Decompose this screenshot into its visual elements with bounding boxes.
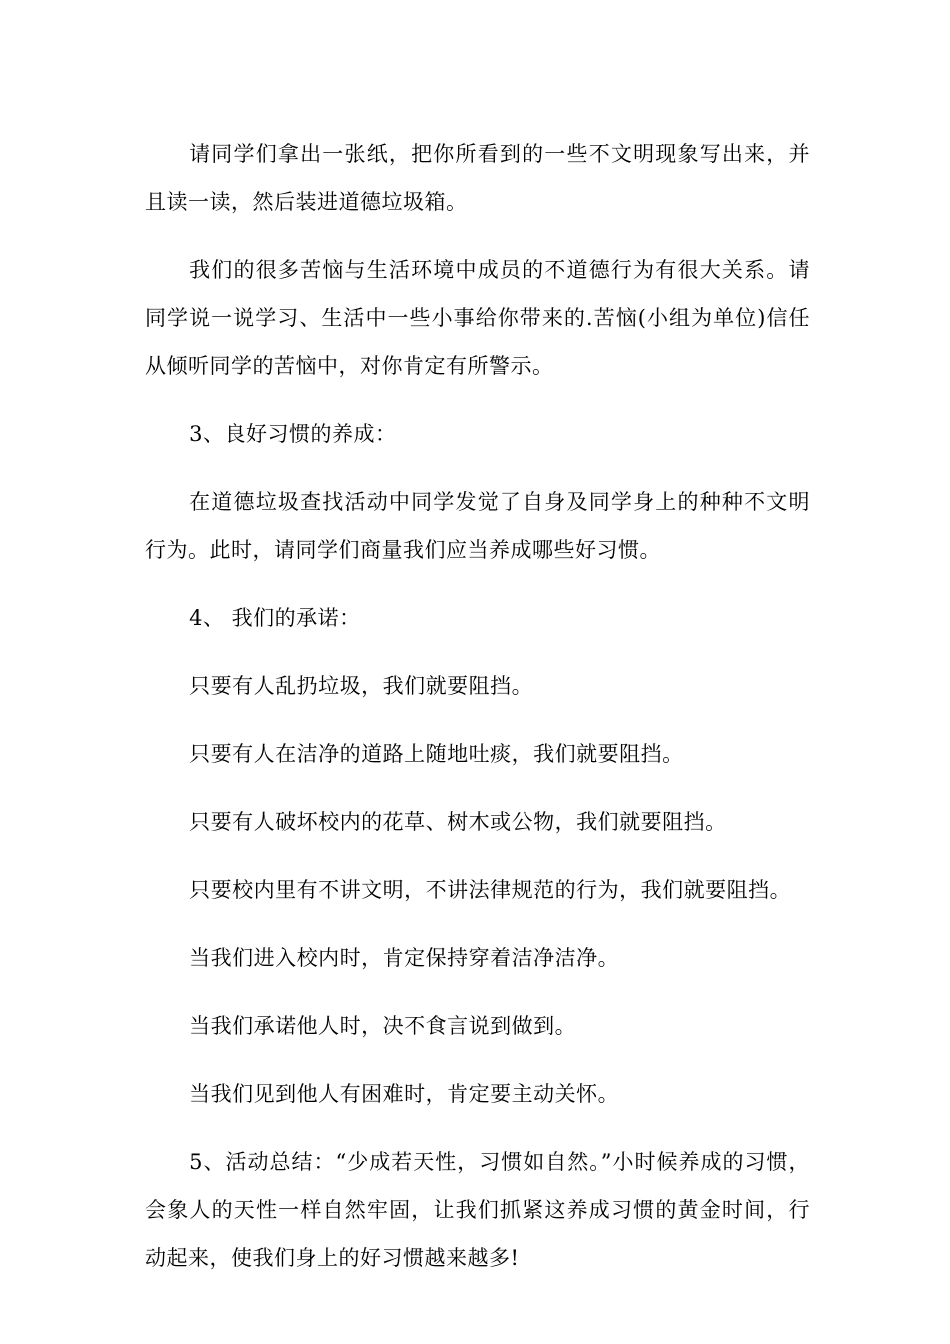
promise-line-keep-word: 当我们承诺他人时，决不食言说到做到。 [189, 1014, 577, 1038]
document-body [145, 130, 810, 1302]
promise-line-clean-clothes: 当我们进入校内时，肯定保持穿着洁净洁净。 [189, 946, 620, 970]
paragraph-troubles-discussion: 我们的很多苦恼与生活环境中成员的不道德行为有很大关系。请同学说一说学习、生活中一些小事给你带来的.苦恼(小组为单位)信任从倾听同学的苦恼中，对你肯定有所警示。 [145, 258, 810, 378]
paragraph-moral-trash-box: 请同学们拿出一张纸，把你所看到的一些不文明现象写出来，并且读一读，然后装进道德垃圾箱。 [145, 142, 810, 214]
paragraph-good-habits: 在道德垃圾查找活动中同学发觉了自身及同学身上的种种不文明行为。此时，请同学们商量我们应当养成哪些好习惯。 [145, 490, 810, 562]
promise-line-litter: 只要有人乱扔垃圾，我们就要阻挡。 [189, 674, 534, 698]
paragraph-activity-summary: 5、活动总结：“少成若天性，习惯如自然。”小时候养成的习惯，会象人的天性一样自然牢固，让我们抓紧这养成习惯的黄金时间，行动起来，使我们身上的好习惯越来越多! [145, 1150, 810, 1270]
section-heading-our-promise: 4、 我们的承诺： [189, 606, 361, 630]
section-heading-good-habits: 3、良好习惯的养成： [189, 422, 397, 446]
promise-line-spitting: 只要有人在洁净的道路上随地吐痰，我们就要阻挡。 [189, 742, 684, 766]
promise-line-damage: 只要有人破坏校内的花草、树木或公物，我们就要阻挡。 [189, 810, 727, 834]
promise-line-uncivil: 只要校内里有不讲文明，不讲法律规范的行为，我们就要阻挡。 [189, 878, 792, 902]
promise-line-help-others: 当我们见到他人有困难时，肯定要主动关怀。 [189, 1082, 620, 1106]
